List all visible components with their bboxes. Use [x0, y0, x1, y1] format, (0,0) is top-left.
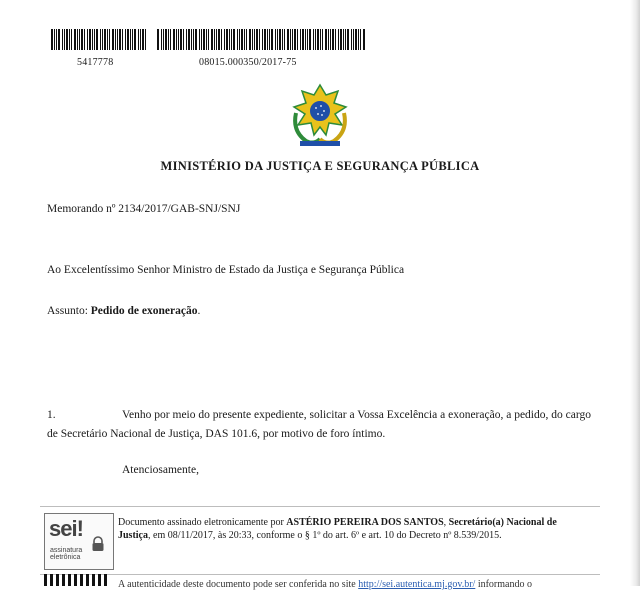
- barcode-bar: [206, 29, 207, 50]
- barcode-bar: [226, 29, 228, 50]
- barcode-bar: [275, 29, 276, 50]
- barcode-bar: [284, 29, 285, 50]
- barcode-bar: [54, 29, 55, 50]
- barcode-bar: [305, 29, 306, 50]
- signature-divider-top: [40, 506, 600, 507]
- barcode-bar: [168, 29, 169, 50]
- barcode-bar: [347, 29, 349, 50]
- barcode-bar: [62, 29, 63, 50]
- barcode-bar: [330, 29, 331, 50]
- signature-statement: Documento assinado eletronicamente por ASTÉRIO PEREIRA DOS SANTOS, Secretário(a) Nacional de Justiça, em 08/11/2017, às 20:33, conforme o § 1º do art. 6º e art. 10 do Decreto nº 8.539/2015.: [118, 517, 557, 541]
- barcode-bar: [313, 29, 314, 50]
- barcode-bar: [112, 29, 114, 50]
- barcode-left: [51, 29, 147, 50]
- barcode-bar: [221, 29, 222, 50]
- barcode-bar: [191, 29, 192, 50]
- barcode-bar: [355, 29, 357, 50]
- barcode-bar: [89, 29, 91, 50]
- subject-line: [47, 305, 200, 317]
- barcode-bar: [246, 29, 247, 50]
- barcode-bar: [294, 29, 296, 50]
- barcode-bar: [188, 29, 190, 50]
- barcode-bar: [328, 29, 329, 50]
- item-number: 1.: [47, 409, 56, 421]
- barcode-bar: [216, 29, 217, 50]
- barcode-bar: [322, 29, 323, 50]
- subject-value: Pedido de exoneração: [90, 305, 198, 317]
- authenticity-link[interactable]: http://sei.autentica.mj.gov.br/: [358, 579, 476, 590]
- barcode-bar: [77, 29, 78, 50]
- page-edge-shadow: [630, 0, 640, 586]
- barcode-bar: [176, 29, 177, 50]
- barcode-right: [157, 29, 365, 50]
- barcode-bar: [170, 29, 171, 50]
- barcode-bar: [345, 29, 346, 50]
- barcode-bar: [256, 29, 258, 50]
- barcode-bar: [58, 29, 60, 50]
- barcode-bar: [300, 29, 301, 50]
- sei-logo-subtitle: assinatura eletrônica: [50, 547, 83, 561]
- signer-name: ASTÉRIO PEREIRA DOS SANTOS: [286, 517, 444, 528]
- closing: Atenciosamente,: [122, 464, 199, 476]
- barcode-bar: [343, 29, 344, 50]
- barcode-bar: [199, 29, 200, 50]
- barcode-bar: [157, 29, 159, 50]
- barcode-bar: [69, 29, 70, 50]
- barcode-bar: [267, 29, 268, 50]
- barcode-bar: [241, 29, 243, 50]
- barcode-bar: [218, 29, 220, 50]
- barcode-bar: [351, 29, 352, 50]
- barcode-bar: [271, 29, 273, 50]
- barcode-bar: [353, 29, 354, 50]
- barcode-bar: [132, 29, 133, 50]
- qr-code: [44, 574, 110, 586]
- barcode-bar: [165, 29, 167, 50]
- barcode-bar: [125, 29, 126, 50]
- barcode-right-label: 08015.000350/2017-75: [199, 57, 297, 68]
- barcode-bar: [163, 29, 164, 50]
- barcode-bar: [302, 29, 304, 50]
- barcode-bar: [142, 29, 144, 50]
- subject-end: .: [197, 305, 201, 317]
- coat-of-arms-emblem: [288, 83, 352, 149]
- barcode-bar: [186, 29, 187, 50]
- barcode-left-label: 5417778: [77, 57, 114, 68]
- barcode-bar: [102, 29, 103, 50]
- barcode-bar: [279, 29, 281, 50]
- barcode-bar: [145, 29, 146, 50]
- body-paragraph: [47, 406, 591, 444]
- barcode-bar: [161, 29, 162, 50]
- barcode-bar: [180, 29, 182, 50]
- subject-label: Assunto:: [47, 305, 91, 317]
- barcode-bar: [64, 29, 65, 50]
- barcode-bar: [224, 29, 225, 50]
- barcode-bar: [317, 29, 319, 50]
- lock-icon: [91, 536, 105, 552]
- barcode-bar: [173, 29, 175, 50]
- barcode-bar: [109, 29, 110, 50]
- barcode-bar: [239, 29, 240, 50]
- barcode-bar: [262, 29, 263, 50]
- barcode-bar: [277, 29, 278, 50]
- barcode-bar: [325, 29, 327, 50]
- barcode-bar: [320, 29, 321, 50]
- barcode-bar: [338, 29, 339, 50]
- barcode-bar: [119, 29, 121, 50]
- barcode-bar: [211, 29, 213, 50]
- sei-logo: [44, 513, 114, 570]
- barcode-bar: [51, 29, 53, 50]
- barcode-bar: [309, 29, 311, 50]
- barcode-bar: [66, 29, 68, 50]
- barcode-bar: [332, 29, 334, 50]
- barcode-bar: [229, 29, 230, 50]
- barcode-bar: [100, 29, 101, 50]
- footer-authenticity: A autenticidade deste documento pode ser conferida no site http://sei.autentica.mj.gov.br/ informando o: [118, 579, 532, 590]
- barcode-bar: [203, 29, 205, 50]
- barcode-bar: [340, 29, 342, 50]
- barcode-bar: [127, 29, 129, 50]
- barcode-bar: [183, 29, 184, 50]
- barcode-bar: [244, 29, 245, 50]
- barcode-bar: [264, 29, 266, 50]
- barcode-bar: [140, 29, 141, 50]
- barcode-bar: [335, 29, 336, 50]
- signer-role: Secretário(a) Nacional de Justiça: [118, 517, 557, 541]
- barcode-bar: [214, 29, 215, 50]
- barcode-bar: [92, 29, 93, 50]
- barcode-bar: [252, 29, 253, 50]
- signature-divider-bottom: [40, 574, 600, 575]
- barcode-bar: [122, 29, 123, 50]
- barcode-bar: [74, 29, 76, 50]
- barcode-bar: [360, 29, 361, 50]
- barcode-bar: [87, 29, 88, 50]
- barcode-bar: [107, 29, 108, 50]
- barcode-bar: [130, 29, 131, 50]
- barcode-bar: [56, 29, 57, 50]
- barcode-bar: [84, 29, 85, 50]
- barcode-bar: [292, 29, 293, 50]
- barcode-bar: [282, 29, 283, 50]
- barcode-bar: [363, 29, 365, 50]
- barcode-bar: [237, 29, 238, 50]
- barcode-bar: [94, 29, 95, 50]
- barcode-bar: [231, 29, 232, 50]
- barcode-bar: [290, 29, 291, 50]
- barcode-bar: [96, 29, 98, 50]
- barcode-bar: [104, 29, 106, 50]
- barcode-bar: [195, 29, 197, 50]
- barcode-bar: [269, 29, 270, 50]
- barcode-bar: [208, 29, 209, 50]
- barcode-bar: [79, 29, 80, 50]
- barcode-bar: [117, 29, 118, 50]
- barcode-bar: [259, 29, 260, 50]
- barcode-bar: [287, 29, 289, 50]
- barcode-bar: [81, 29, 83, 50]
- barcode-bar: [254, 29, 255, 50]
- barcode-bar: [178, 29, 179, 50]
- barcode-bar: [315, 29, 316, 50]
- barcode-bar: [115, 29, 116, 50]
- sei-logo-text: sei!: [49, 516, 83, 541]
- barcode-bar: [201, 29, 202, 50]
- barcode-bar: [358, 29, 359, 50]
- addressee: Ao Excelentíssimo Senhor Ministro de Estado da Justiça e Segurança Pública: [47, 264, 405, 276]
- barcode-bar: [249, 29, 251, 50]
- barcode-bar: [193, 29, 194, 50]
- barcode-bar: [307, 29, 308, 50]
- barcode-bar: [233, 29, 235, 50]
- barcode-bar: [297, 29, 298, 50]
- memo-number: Memorando nº 2134/2017/GAB-SNJ/SNJ: [47, 203, 241, 215]
- barcode-bar: [71, 29, 72, 50]
- ministry-title: MINISTÉRIO DA JUSTIÇA E SEGURANÇA PÚBLICA: [160, 159, 480, 173]
- body-text: Venho por meio do presente expediente, solicitar a Vossa Excelência a exoneração, a pedido, do cargo de Secretário Nacional de Justiça, DAS 101.6, por motivo de foro íntimo.: [47, 409, 591, 440]
- barcode-bar: [134, 29, 136, 50]
- barcode-bar: [138, 29, 139, 50]
